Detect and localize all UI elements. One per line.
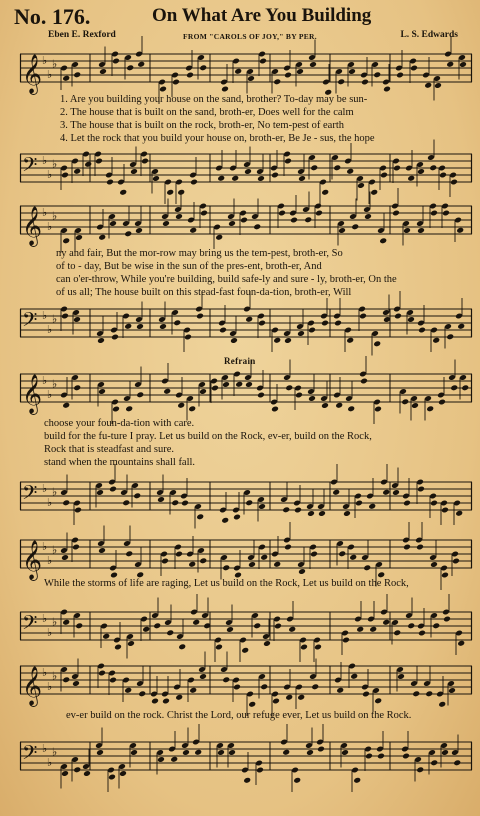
lyric-line: Rock that is steadfast and sure. — [44, 444, 175, 455]
svg-text:♭: ♭ — [47, 497, 53, 509]
svg-text:♭: ♭ — [47, 221, 53, 233]
lyric-line: 3. The house that is built on the rock, broth-er, No tem-pest of earth — [60, 120, 344, 131]
svg-text:♭: ♭ — [42, 541, 48, 553]
lyric-line: stand when the mountains shall fall. — [44, 457, 196, 468]
svg-text:♭: ♭ — [47, 324, 53, 336]
svg-text:♭: ♭ — [52, 670, 58, 683]
svg-text:♭: ♭ — [42, 667, 48, 679]
lyric-line: can o'er-throw, While you're building, build safe-ly and sure - ly, broth-er, On the — [56, 274, 397, 285]
hymn-title: On What Are You Building — [152, 5, 372, 26]
source-credit: FROM "CAROLS OF JOY," BY PER. — [183, 32, 317, 41]
svg-text:♭: ♭ — [42, 375, 48, 387]
svg-text:♭: ♭ — [47, 389, 53, 401]
bass-clef: 𝄢 — [22, 611, 38, 639]
svg-text:♭: ♭ — [47, 555, 53, 567]
bass-clef: 𝄢 — [22, 153, 38, 181]
svg-text:♭: ♭ — [42, 483, 48, 495]
bass-clef: 𝄢 — [22, 741, 38, 769]
treble-clef: 𝄞 — [22, 374, 43, 414]
music-system — [20, 46, 472, 186]
svg-text:♭: ♭ — [42, 155, 48, 167]
svg-text:♭: ♭ — [47, 169, 53, 181]
bass-staff — [20, 604, 472, 649]
svg-text:♭: ♭ — [42, 310, 48, 322]
lyric-line: build for the fu-ture I pray. Let us build on the Rock, ev-er, build on the Rock, — [44, 431, 372, 442]
svg-text:♭: ♭ — [52, 313, 58, 326]
music-system — [20, 196, 472, 346]
svg-text:♭: ♭ — [47, 681, 53, 693]
treble-staff — [20, 658, 472, 706]
svg-text:♭: ♭ — [47, 627, 53, 639]
bass-clef: 𝄢 — [22, 308, 38, 336]
svg-text:♭: ♭ — [42, 743, 48, 755]
music-system — [20, 532, 472, 650]
lyric-line: 2. The house that is built on the sand, broth-er, Does well for the calm — [60, 107, 354, 118]
svg-text:♭: ♭ — [52, 616, 58, 629]
bass-clef: 𝄢 — [22, 481, 38, 509]
treble-staff — [20, 532, 472, 580]
svg-text:♭: ♭ — [52, 746, 58, 759]
lyric-line: ev-er build on the rock. Christ the Lord, our refuge ever, Let us build on the Rock. — [66, 710, 412, 721]
hymn-number: No. 176. — [14, 4, 91, 29]
treble-clef: 𝄞 — [22, 54, 43, 94]
bass-staff — [20, 301, 472, 346]
svg-text:♭: ♭ — [42, 613, 48, 625]
treble-staff — [20, 46, 472, 94]
composer-credit: L. S. Edwards — [400, 30, 458, 40]
lyric-line: While the storms of life are raging, Let us build on the Rock, Let us build on the Rock, — [44, 578, 409, 589]
lyric-line: of us all; The house built on this stead-fast foun-da-tion, broth-er, Will — [56, 287, 352, 298]
svg-text:♭: ♭ — [47, 69, 53, 81]
svg-text:♭: ♭ — [52, 378, 58, 391]
author-credit: Eben E. Rexford — [48, 30, 116, 40]
music-system — [20, 366, 472, 516]
bass-staff — [20, 146, 472, 191]
svg-text:♭: ♭ — [52, 486, 58, 499]
svg-text:♭: ♭ — [47, 757, 53, 769]
treble-clef: 𝄞 — [22, 206, 43, 246]
svg-text:♭: ♭ — [42, 55, 48, 67]
refrain-label: Refrain — [224, 356, 256, 366]
svg-text:♭: ♭ — [52, 58, 58, 71]
bass-staff — [20, 734, 472, 779]
treble-clef: 𝄞 — [22, 540, 43, 580]
treble-clef: 𝄞 — [22, 666, 43, 706]
svg-text:♭: ♭ — [42, 207, 48, 219]
lyric-line: 1. Are you building your house on the sand, brother? To-day may be sun- — [60, 94, 368, 105]
svg-text:♭: ♭ — [52, 158, 58, 171]
treble-staff — [20, 366, 472, 414]
lyric-line: ny and fair, But the mor-row may bring us the tem-pest, broth-er, So — [56, 248, 343, 259]
svg-text:♭: ♭ — [52, 544, 58, 557]
lyric-line: of to - day, But be wise in the sun of the pres-ent, broth-er, And — [56, 261, 322, 272]
lyric-line: choose your foun-da-tion with care. — [44, 418, 195, 429]
bass-staff — [20, 474, 472, 519]
lyric-line: 4. Let the rock that you build your house on, broth-er, Be Je - sus, the hope — [60, 133, 375, 144]
treble-staff — [20, 198, 472, 246]
svg-text:♭: ♭ — [52, 210, 58, 223]
music-system — [20, 658, 472, 798]
